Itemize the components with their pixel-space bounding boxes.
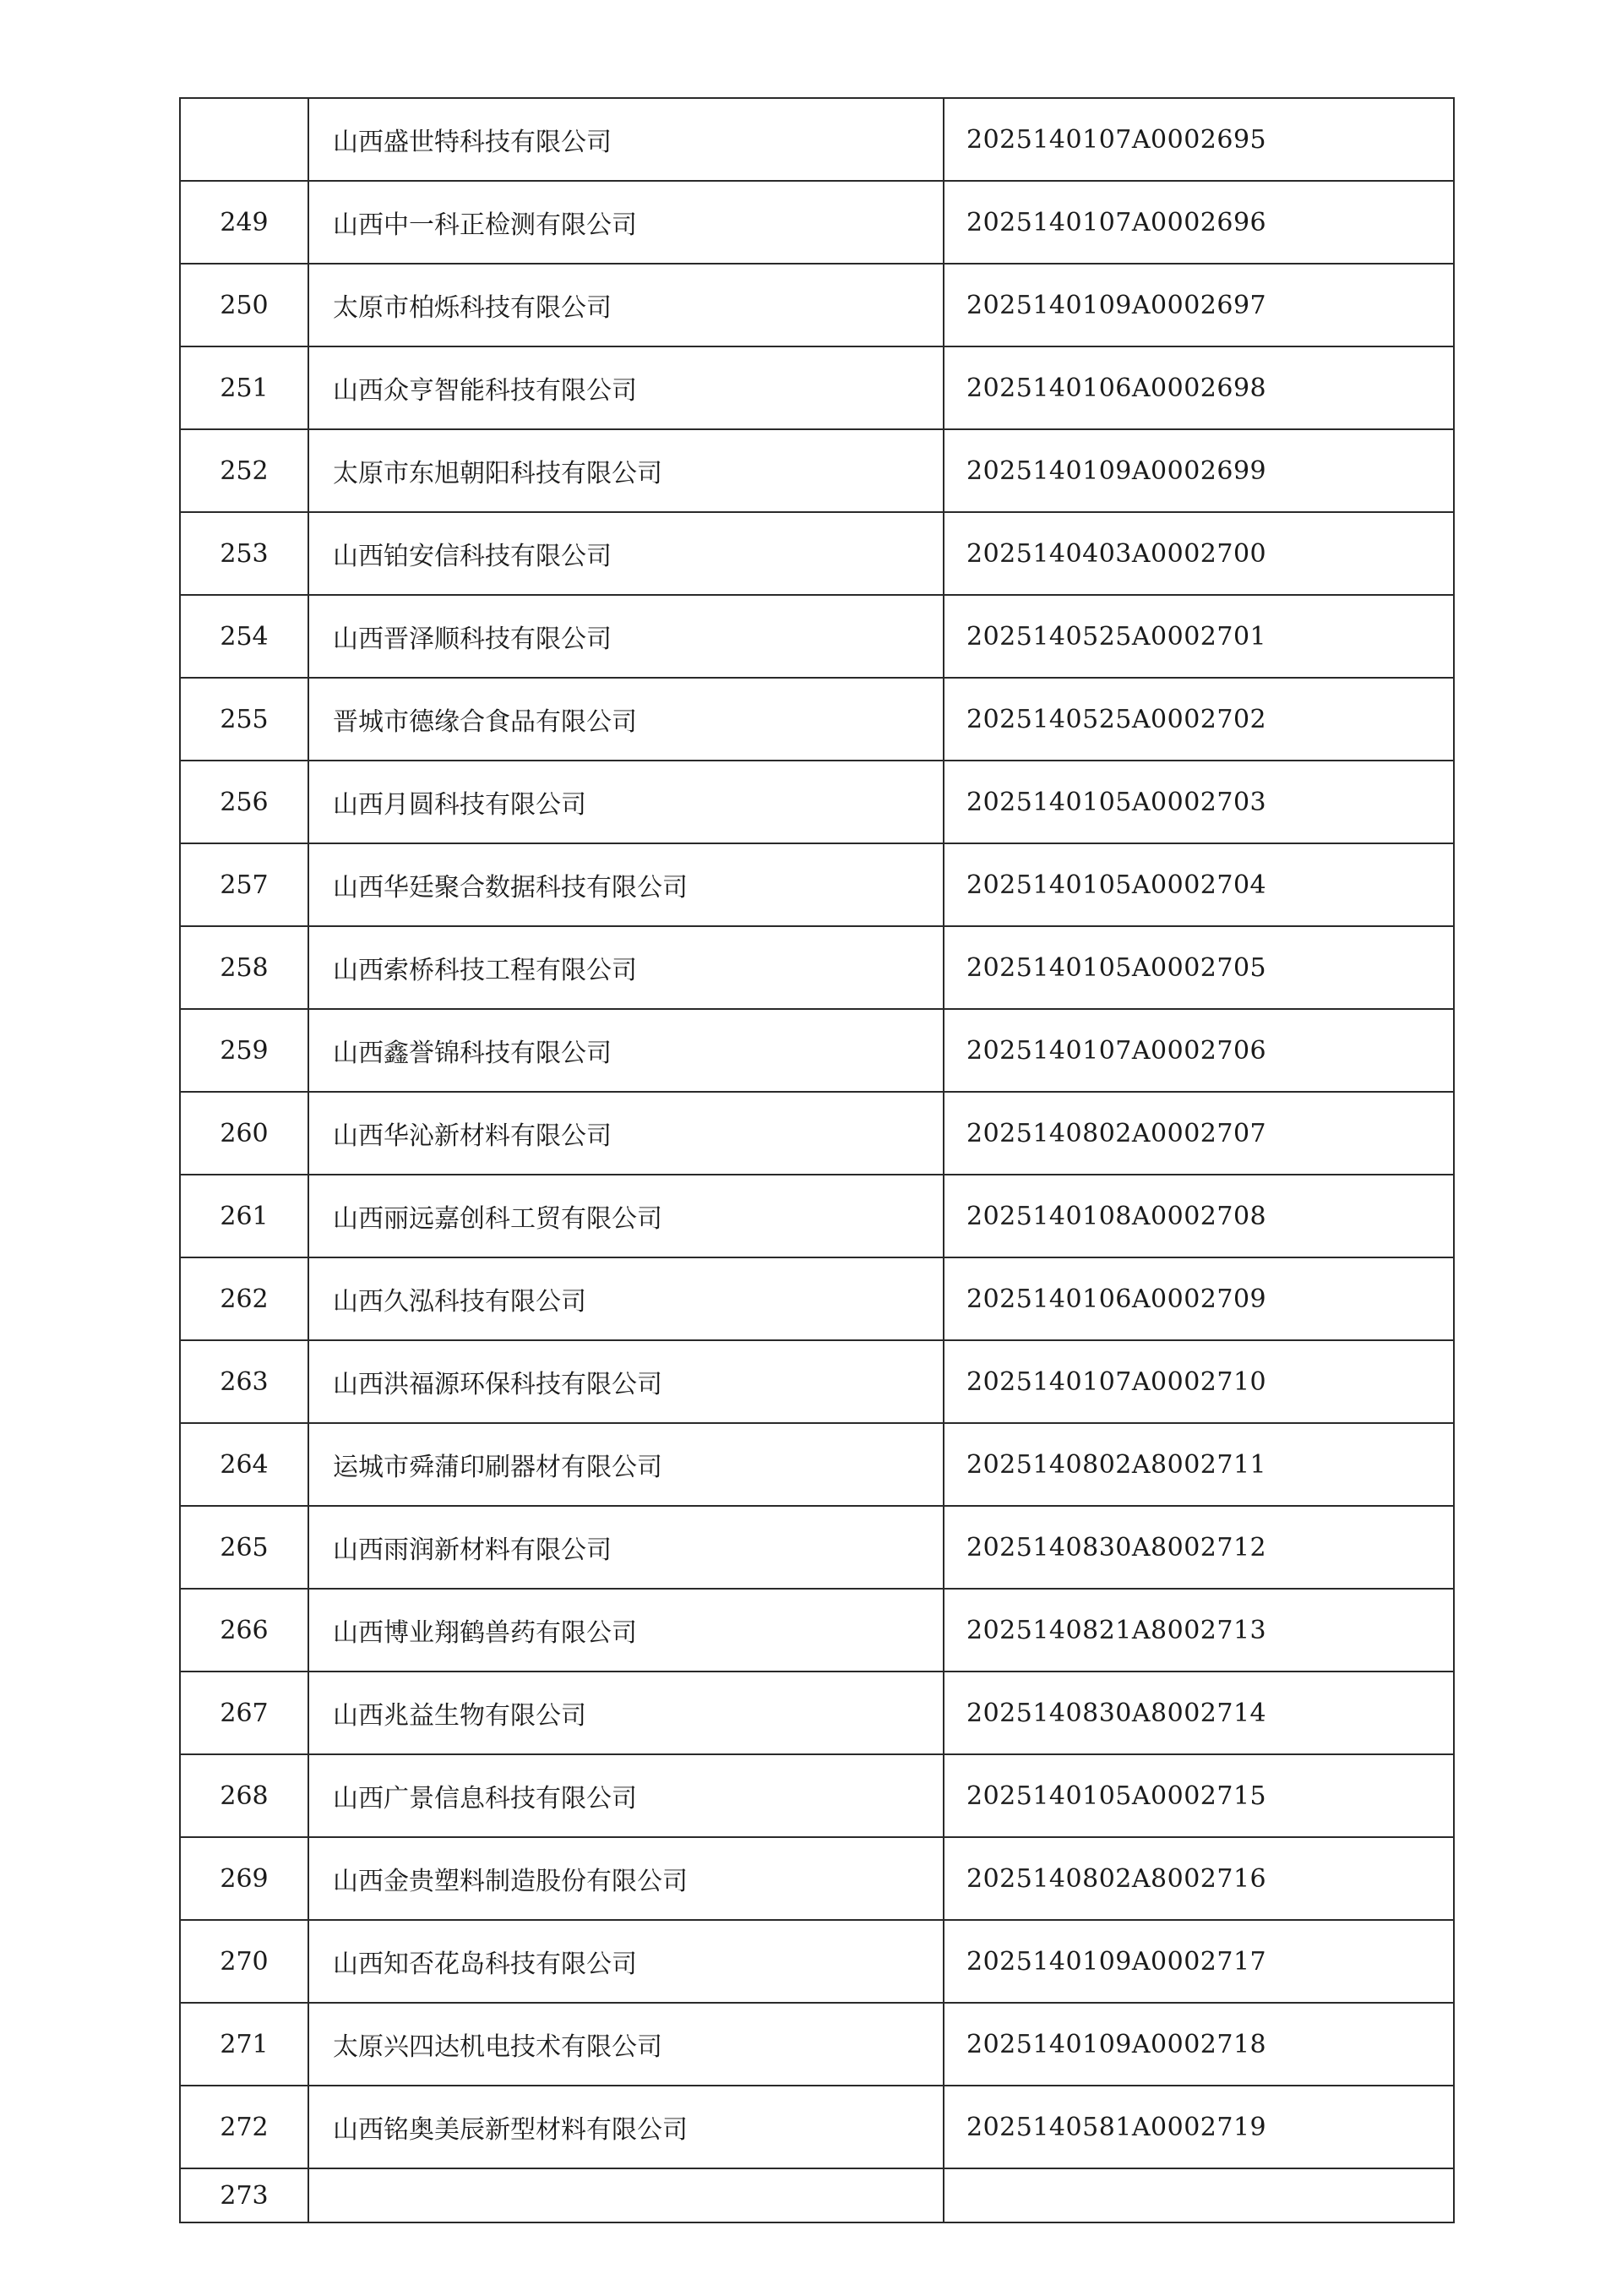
row-number: 249 <box>180 181 308 264</box>
registration-code: 2025140107A0002695 <box>944 98 1454 181</box>
company-name: 山西月圆科技有限公司 <box>308 761 944 843</box>
registration-code: 2025140107A0002710 <box>944 1340 1454 1423</box>
row-number <box>180 98 308 181</box>
row-number: 269 <box>180 1837 308 1920</box>
row-number: 267 <box>180 1672 308 1754</box>
registration-code: 2025140830A8002714 <box>944 1672 1454 1754</box>
table-row <box>180 1506 1454 1589</box>
table-row <box>180 264 1454 346</box>
company-name: 山西博业翔鹤兽药有限公司 <box>308 1589 944 1672</box>
registration-table <box>179 97 1455 2223</box>
row-number: 252 <box>180 429 308 512</box>
row-number: 256 <box>180 761 308 843</box>
table-row <box>180 98 1454 181</box>
company-name: 山西铂安信科技有限公司 <box>308 512 944 595</box>
row-number: 258 <box>180 926 308 1009</box>
table-row <box>180 678 1454 761</box>
table-row <box>180 1175 1454 1257</box>
registration-code: 2025140107A0002706 <box>944 1009 1454 1092</box>
company-name: 山西鑫誉锦科技有限公司 <box>308 1009 944 1092</box>
row-number: 263 <box>180 1340 308 1423</box>
company-name: 山西知否花岛科技有限公司 <box>308 1920 944 2003</box>
company-name: 太原市柏烁科技有限公司 <box>308 264 944 346</box>
company-name <box>308 2168 944 2222</box>
table-row <box>180 2086 1454 2168</box>
company-name: 山西金贵塑料制造股份有限公司 <box>308 1837 944 1920</box>
registration-code: 2025140107A0002696 <box>944 181 1454 264</box>
table-row <box>180 181 1454 264</box>
registration-code: 2025140105A0002703 <box>944 761 1454 843</box>
registration-code: 2025140109A0002717 <box>944 1920 1454 2003</box>
registration-code: 2025140830A8002712 <box>944 1506 1454 1589</box>
company-name: 山西久泓科技有限公司 <box>308 1257 944 1340</box>
row-number: 270 <box>180 1920 308 2003</box>
row-number: 250 <box>180 264 308 346</box>
row-number: 266 <box>180 1589 308 1672</box>
registration-code: 2025140106A0002709 <box>944 1257 1454 1340</box>
table-row <box>180 1589 1454 1672</box>
registration-code <box>944 2168 1454 2222</box>
registration-code: 2025140403A0002700 <box>944 512 1454 595</box>
company-name: 太原市东旭朝阳科技有限公司 <box>308 429 944 512</box>
table-row <box>180 595 1454 678</box>
company-name: 山西丽远嘉创科工贸有限公司 <box>308 1175 944 1257</box>
company-name: 山西洪福源环保科技有限公司 <box>308 1340 944 1423</box>
row-number: 255 <box>180 678 308 761</box>
table-row <box>180 761 1454 843</box>
table-body <box>180 98 1454 2222</box>
row-number: 251 <box>180 346 308 429</box>
registration-code: 2025140109A0002699 <box>944 429 1454 512</box>
table-row <box>180 1754 1454 1837</box>
table-row <box>180 843 1454 926</box>
company-name: 山西索桥科技工程有限公司 <box>308 926 944 1009</box>
table-row <box>180 2168 1454 2222</box>
row-number: 261 <box>180 1175 308 1257</box>
row-number: 264 <box>180 1423 308 1506</box>
company-name: 山西晋泽顺科技有限公司 <box>308 595 944 678</box>
registration-code: 2025140802A8002716 <box>944 1837 1454 1920</box>
row-number: 268 <box>180 1754 308 1837</box>
row-number: 253 <box>180 512 308 595</box>
table-row <box>180 1257 1454 1340</box>
registration-code: 2025140525A0002702 <box>944 678 1454 761</box>
registration-code: 2025140581A0002719 <box>944 2086 1454 2168</box>
registration-code: 2025140108A0002708 <box>944 1175 1454 1257</box>
table-row <box>180 512 1454 595</box>
company-name: 山西中一科正检测有限公司 <box>308 181 944 264</box>
registration-code: 2025140105A0002705 <box>944 926 1454 1009</box>
registration-code: 2025140105A0002704 <box>944 843 1454 926</box>
row-number: 257 <box>180 843 308 926</box>
table-row <box>180 1920 1454 2003</box>
row-number: 254 <box>180 595 308 678</box>
company-name: 晋城市德缘合食品有限公司 <box>308 678 944 761</box>
registration-code: 2025140802A8002711 <box>944 1423 1454 1506</box>
table-row <box>180 1423 1454 1506</box>
table-row <box>180 926 1454 1009</box>
company-name: 山西众亨智能科技有限公司 <box>308 346 944 429</box>
row-number: 260 <box>180 1092 308 1175</box>
registration-code: 2025140106A0002698 <box>944 346 1454 429</box>
table-row <box>180 2003 1454 2086</box>
table-row <box>180 1092 1454 1175</box>
company-name: 山西华沁新材料有限公司 <box>308 1092 944 1175</box>
table-row <box>180 1837 1454 1920</box>
table-row <box>180 1009 1454 1092</box>
company-name: 运城市舜蒲印刷器材有限公司 <box>308 1423 944 1506</box>
row-number: 272 <box>180 2086 308 2168</box>
registration-code: 2025140821A8002713 <box>944 1589 1454 1672</box>
registration-code: 2025140109A0002697 <box>944 264 1454 346</box>
row-number: 265 <box>180 1506 308 1589</box>
company-name: 山西盛世特科技有限公司 <box>308 98 944 181</box>
company-name: 太原兴四达机电技术有限公司 <box>308 2003 944 2086</box>
company-name: 山西兆益生物有限公司 <box>308 1672 944 1754</box>
registration-code: 2025140109A0002718 <box>944 2003 1454 2086</box>
company-name: 山西雨润新材料有限公司 <box>308 1506 944 1589</box>
table-row <box>180 429 1454 512</box>
registration-code: 2025140802A0002707 <box>944 1092 1454 1175</box>
row-number: 262 <box>180 1257 308 1340</box>
company-name: 山西铭奥美辰新型材料有限公司 <box>308 2086 944 2168</box>
company-name: 山西广景信息科技有限公司 <box>308 1754 944 1837</box>
table-row <box>180 1340 1454 1423</box>
row-number: 273 <box>180 2168 308 2222</box>
table-row <box>180 346 1454 429</box>
row-number: 259 <box>180 1009 308 1092</box>
registration-code: 2025140525A0002701 <box>944 595 1454 678</box>
row-number: 271 <box>180 2003 308 2086</box>
registration-code: 2025140105A0002715 <box>944 1754 1454 1837</box>
company-name: 山西华廷聚合数据科技有限公司 <box>308 843 944 926</box>
table-row <box>180 1672 1454 1754</box>
